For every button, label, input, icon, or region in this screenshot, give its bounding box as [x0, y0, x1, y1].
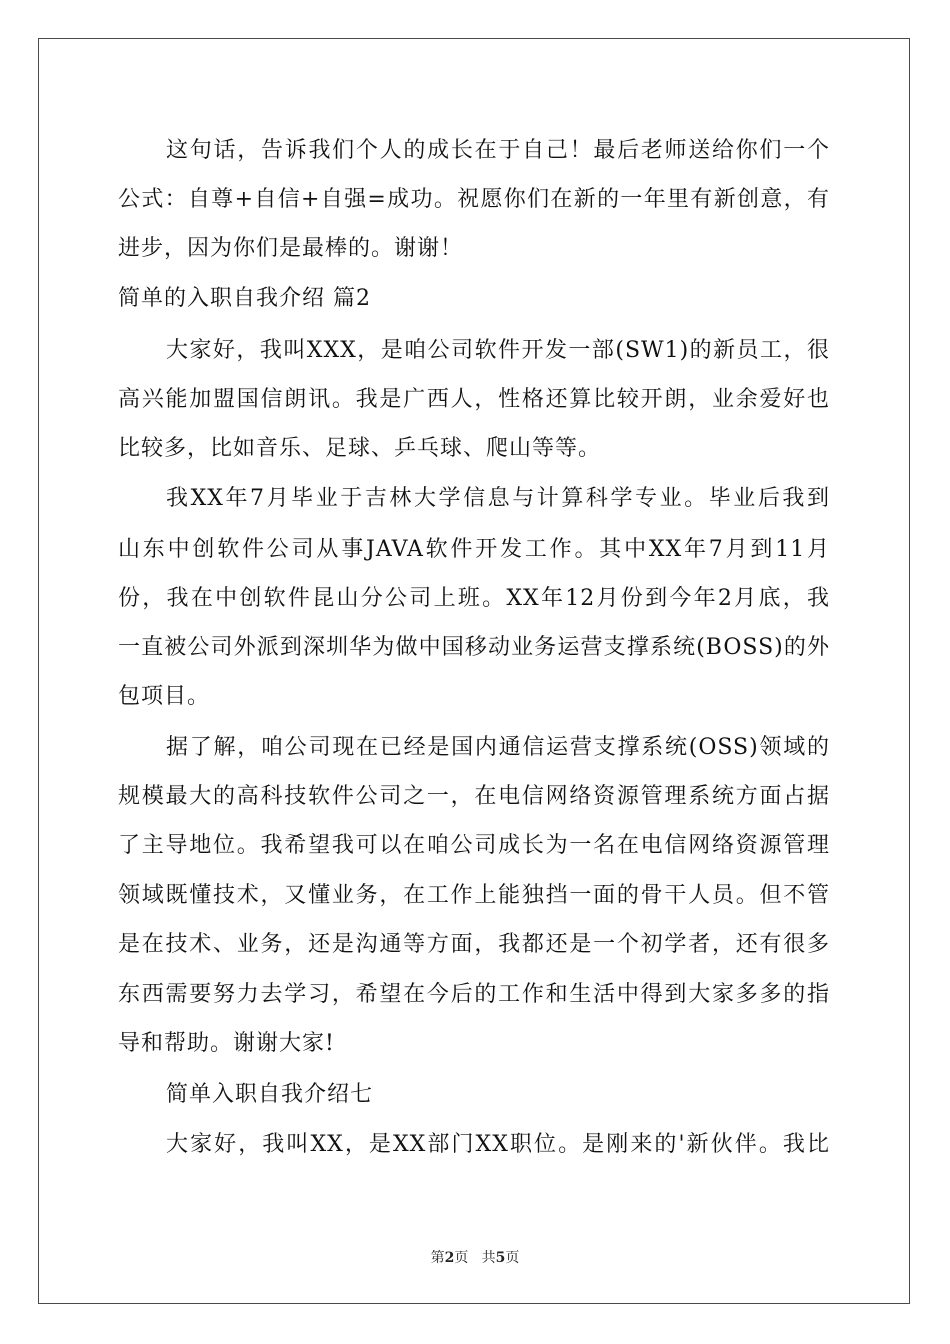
- paragraph-line: 进步，因为你们是最棒的。谢谢！: [118, 236, 464, 261]
- paragraph-line: 山东中创软件公司从事JAVA软件开发工作。其中XX年7月到11月: [118, 537, 830, 562]
- paragraph-line: 份，我在中创软件昆山分公司上班。XX年12月份到今年2月底，我: [118, 586, 830, 611]
- paragraph-line: 我XX年7月毕业于吉林大学信息与计算科学专业。毕业后我到: [166, 486, 830, 511]
- section-heading: 简单的入职自我介绍 篇2: [118, 286, 371, 311]
- footer-prefix: 第: [430, 1250, 445, 1266]
- paragraph-line: 一直被公司外派到深圳华为做中国移动业务运营支撑系统(BOSS)的外: [118, 635, 830, 660]
- paragraph-line: 比较多，比如音乐、足球、乒乓球、爬山等等。: [118, 436, 602, 461]
- current-page-number: 2: [444, 1250, 455, 1266]
- section-heading: 简单入职自我介绍七: [166, 1082, 374, 1107]
- paragraph-line: 包项目。: [118, 684, 211, 709]
- paragraph-line: 大家好，我叫XX，是XX部门XX职位。是刚来的'新伙伴。我比: [166, 1132, 830, 1157]
- paragraph-line: 大家好，我叫XXX，是咱公司软件开发一部(SW1)的新员工，很: [166, 338, 830, 363]
- paragraph-line: 领域既懂技术，又懂业务，在工作上能独挡一面的骨干人员。但不管: [118, 883, 830, 908]
- footer-middle: 页 共: [454, 1250, 496, 1266]
- paragraph-line: 导和帮助。谢谢大家!: [118, 1031, 335, 1056]
- footer-suffix: 页: [505, 1250, 520, 1266]
- total-pages-number: 5: [495, 1250, 506, 1266]
- paragraph-line: 规模最大的高科技软件公司之一，在电信网络资源管理系统方面占据: [118, 784, 830, 809]
- page-frame: [38, 38, 910, 1304]
- paragraph-line: 东西需要努力去学习，希望在今后的工作和生活中得到大家多多的指: [118, 982, 830, 1007]
- page-footer: [0, 1248, 950, 1268]
- paragraph-line: 是在技术、业务，还是沟通等方面，我都还是一个初学者，还有很多: [118, 932, 830, 957]
- paragraph-line: 了主导地位。我希望我可以在咱公司成长为一名在电信网络资源管理: [118, 833, 830, 858]
- paragraph-line: 公式：自尊+自信+自强=成功。祝愿你们在新的一年里有新创意，有: [118, 187, 830, 212]
- paragraph-line: 据了解，咱公司现在已经是国内通信运营支撑系统(OSS)领域的: [166, 735, 830, 760]
- paragraph-line: 高兴能加盟国信朗讯。我是广西人，性格还算比较开朗，业余爱好也: [118, 387, 830, 412]
- paragraph-line: 这句话，告诉我们个人的成长在于自己！最后老师送给你们一个: [166, 138, 830, 163]
